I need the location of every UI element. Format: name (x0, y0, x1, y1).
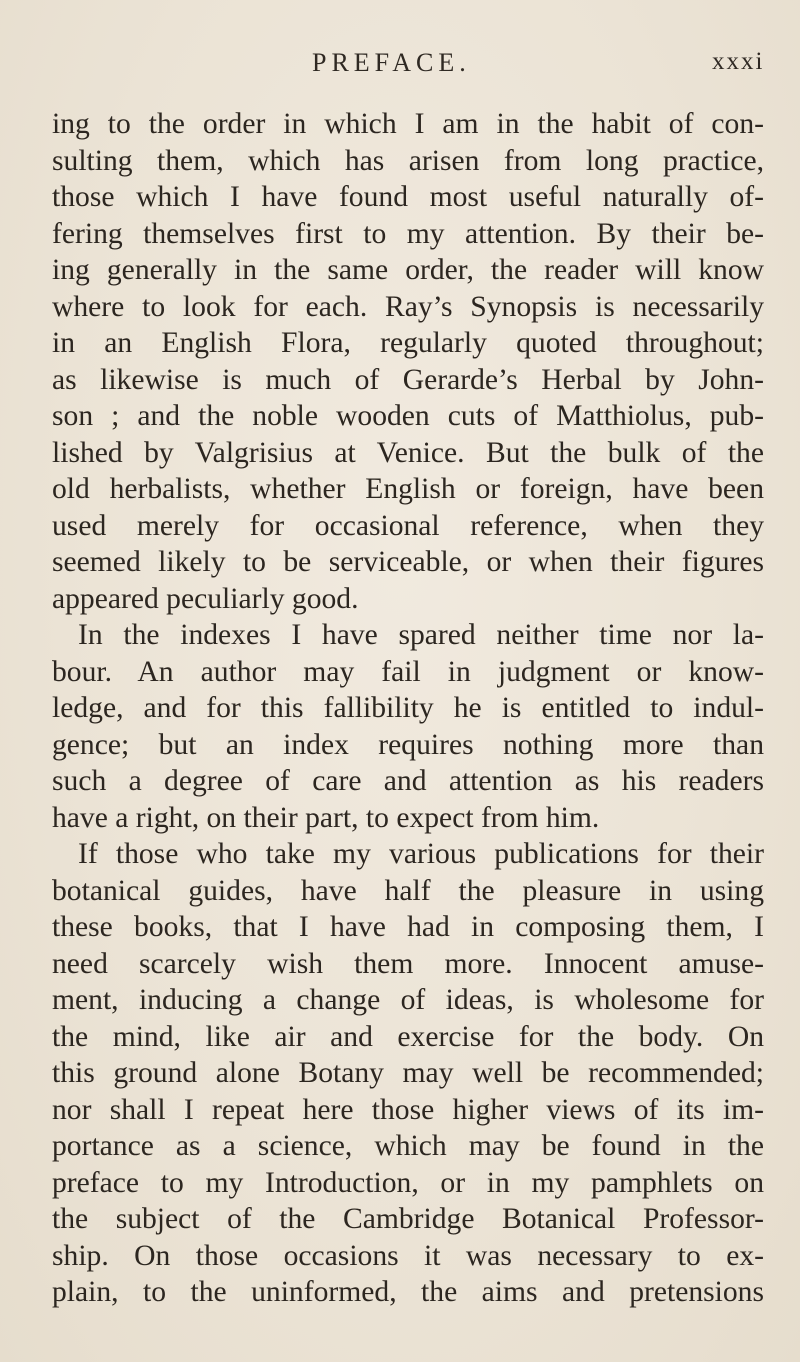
page-number: xxxi (712, 48, 765, 75)
text-line: used merely for occasional reference, when they (52, 509, 764, 542)
text-line: ship. On those occasions it was necessary to ex- (52, 1239, 764, 1272)
text-line: lished by Valgrisius at Venice. But the bulk of the (52, 436, 764, 469)
text-line: In the indexes I have spared neither time nor la- (78, 619, 764, 651)
text-line: old herbalists, whether English or foreign, have been (52, 473, 764, 505)
text-line: where to look for each. Ray’s Synopsis is necessarily (52, 290, 764, 323)
text-line: fering themselves first to my attention. By their be- (52, 217, 764, 250)
text-line: ledge, and for this fallibility he is entitled to indul- (52, 692, 764, 724)
text-line: those which I have found most useful naturally of- (52, 181, 764, 213)
text-line: plain, to the uninformed, the aims and pretensions (52, 1276, 764, 1308)
text-line: in an English Flora, regularly quoted throughout; (52, 327, 764, 359)
text-line: portance as a science, which may be found in the (52, 1130, 764, 1162)
text-line: as likewise is much of Gerarde’s Herbal by John- (52, 363, 764, 396)
text-line: ing generally in the same order, the reader will know (52, 254, 764, 286)
text-line: appeared peculiarly good. (52, 582, 359, 615)
text-line: have a right, on their part, to expect from him. (52, 801, 600, 834)
text-line: If those who take my various publications for their (78, 838, 764, 870)
text-line: ing to the order in which I am in the habit of con- (52, 108, 764, 140)
running-title: PREFACE. (312, 48, 471, 77)
running-head (0, 48, 800, 88)
text-line: the subject of the Cambridge Botanical Professor- (52, 1203, 764, 1235)
text-line: such a degree of care and attention as his readers (52, 765, 764, 797)
text-line: botanical guides, have half the pleasure in using (52, 874, 764, 907)
text-line: the mind, like air and exercise for the body. On (52, 1020, 764, 1053)
text-line: this ground alone Botany may well be recommended; (52, 1057, 764, 1089)
text-line: nor shall I repeat here those higher views of its im- (52, 1093, 764, 1126)
text-line: ment, inducing a change of ideas, is wholesome for (52, 984, 764, 1016)
body-text (52, 106, 764, 1311)
text-line: preface to my Introduction, or in my pamphlets on (52, 1166, 764, 1199)
text-line: sulting them, which has arisen from long practice, (52, 144, 764, 177)
text-line: gence; but an index requires nothing more than (52, 728, 764, 761)
text-line: need scarcely wish them more. Innocent amuse- (52, 947, 764, 980)
text-line: bour. An author may fail in judgment or know- (52, 655, 764, 688)
text-line: these books, that I have had in composing them, I (52, 911, 764, 943)
text-line: son ; and the noble wooden cuts of Matthiolus, pub- (52, 400, 764, 432)
text-line: seemed likely to be serviceable, or when their figures (52, 546, 764, 578)
